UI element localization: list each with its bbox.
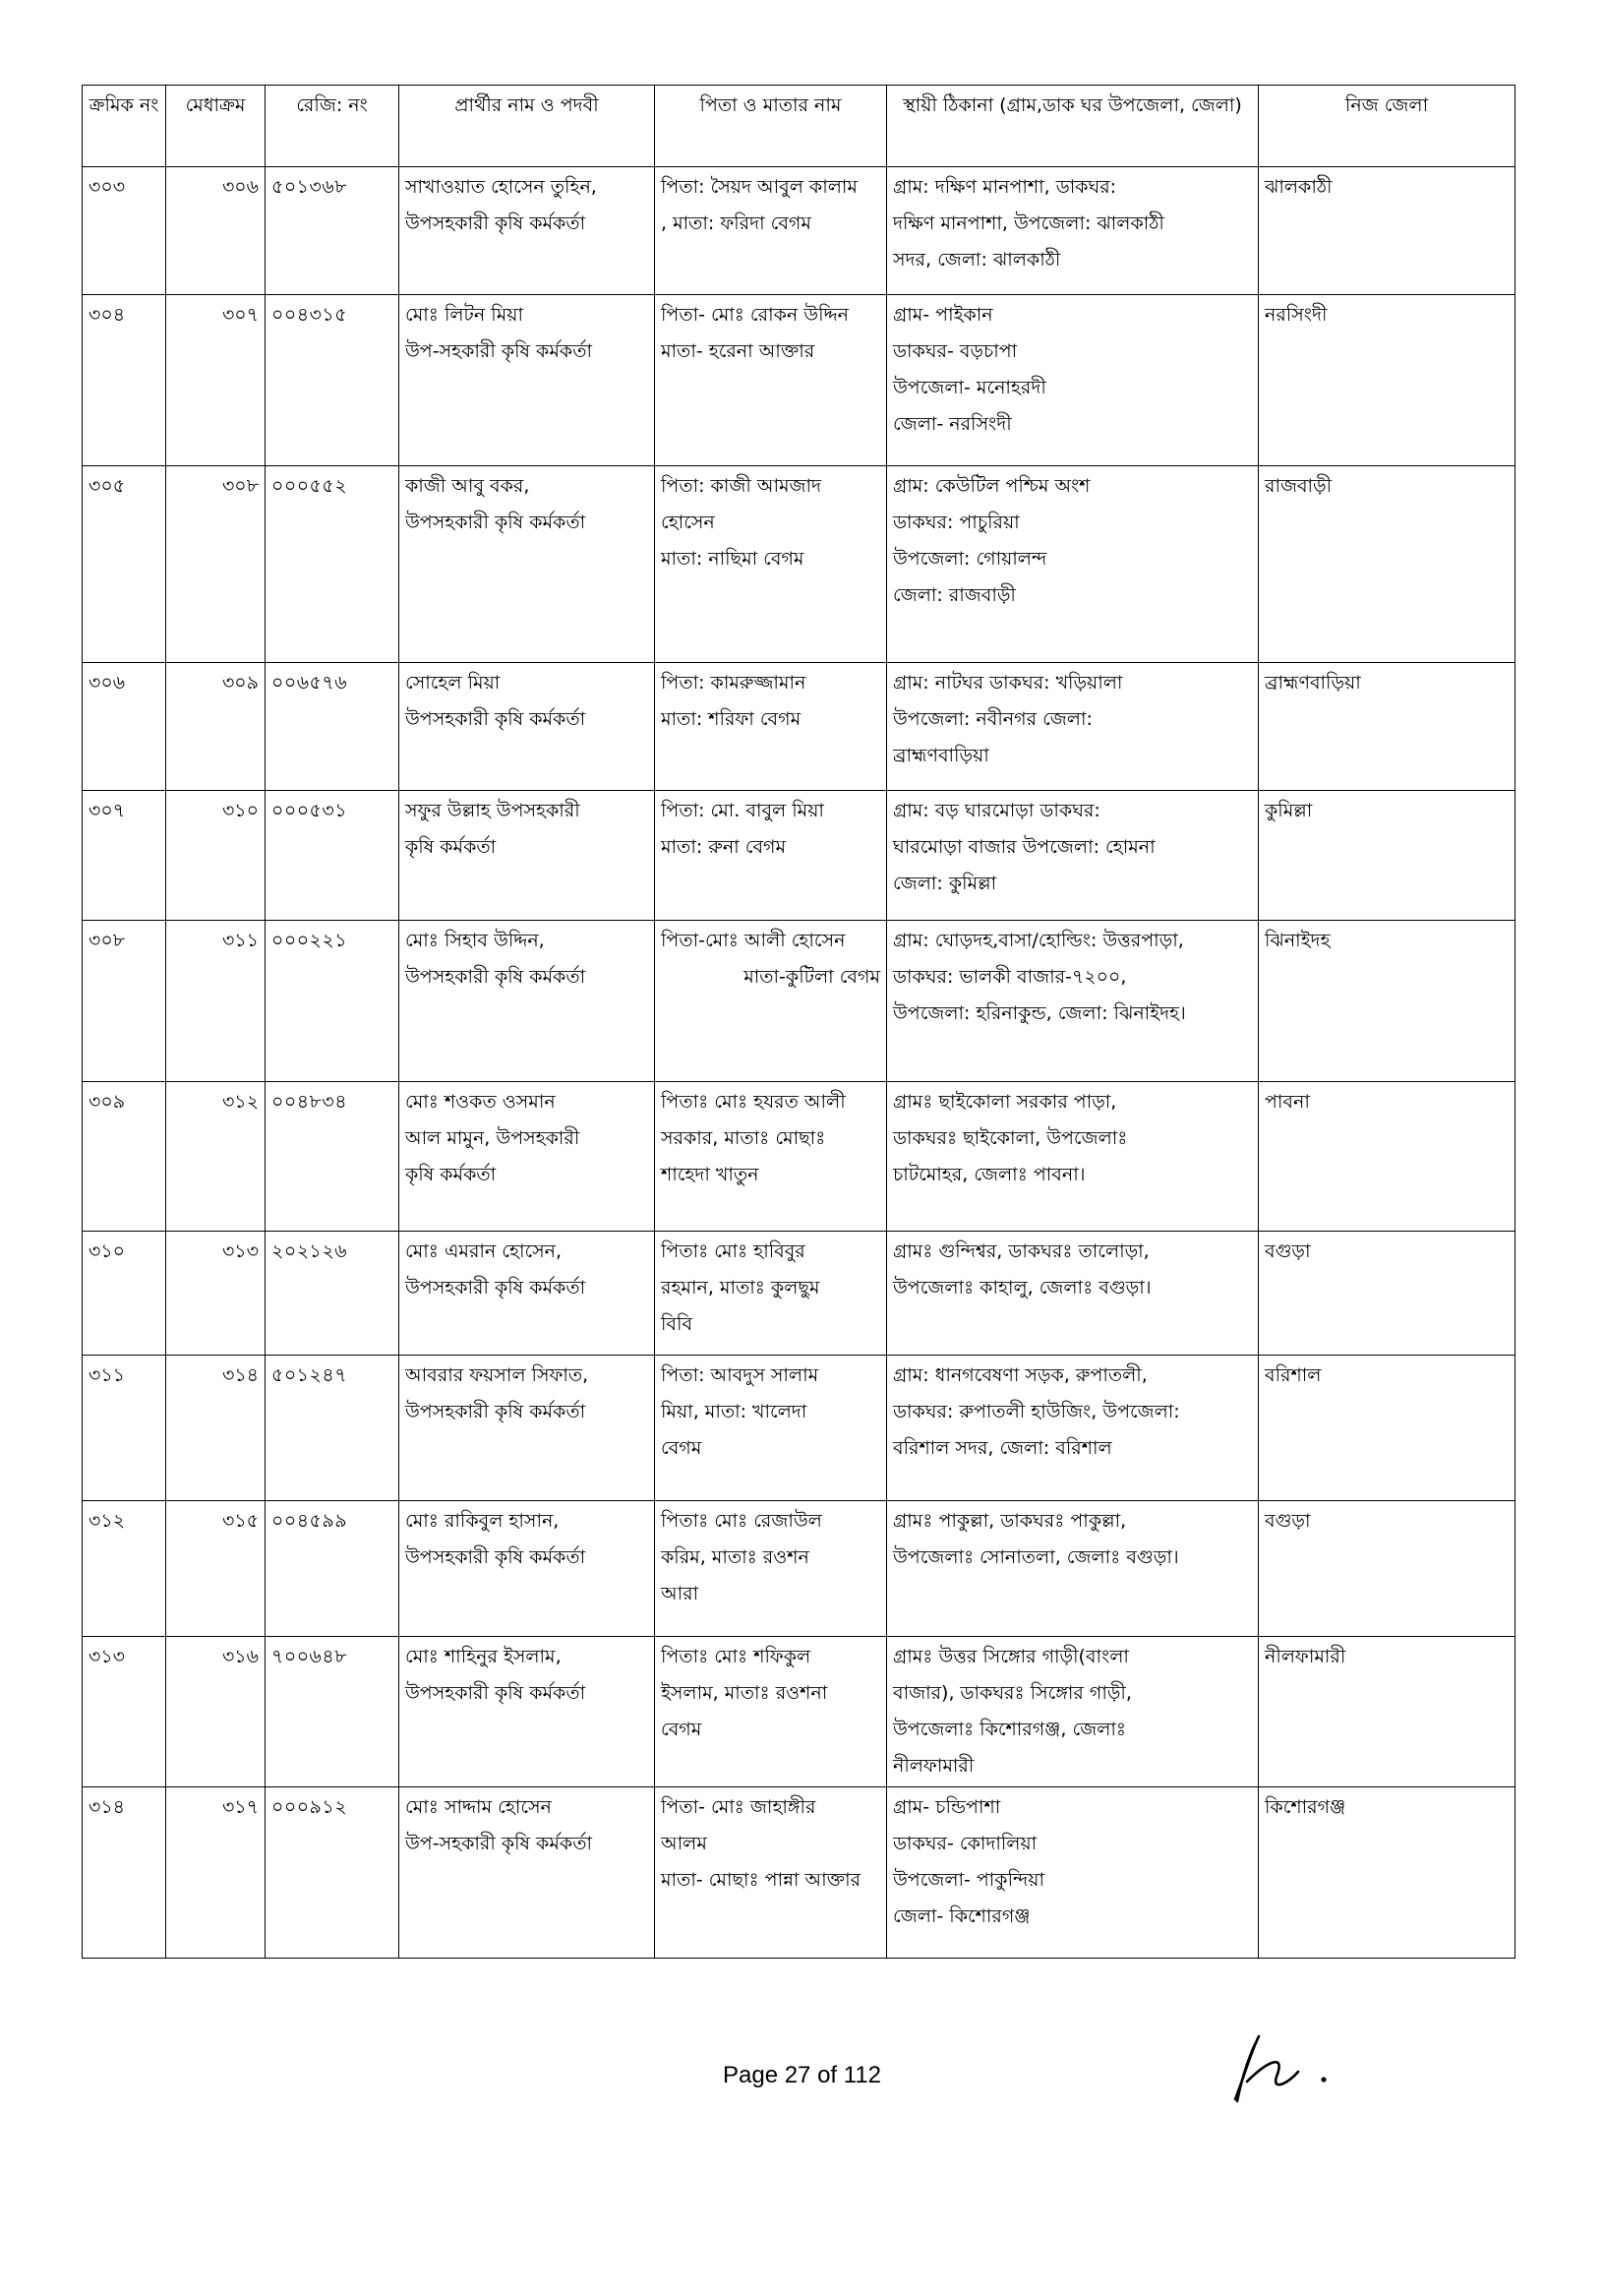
name-cell-line: মোঃ শাহিনুর ইসলাম, bbox=[405, 1646, 562, 1667]
merit-cell: ৩১১ bbox=[166, 921, 266, 1082]
address-cell bbox=[887, 466, 1259, 663]
name-cell-line: মোঃ সিহাব উদ্দিন, bbox=[405, 930, 545, 951]
district-cell: ঝিনাইদহ bbox=[1259, 921, 1515, 1082]
serial-cell: ৩১২ bbox=[83, 1501, 166, 1637]
header-parents: পিতা ও মাতার নাম bbox=[655, 86, 887, 167]
name-cell bbox=[399, 1082, 655, 1232]
name-cell-line: মোঃ শওকত ওসমান bbox=[405, 1091, 556, 1113]
address-cell-line: বাজার), ডাকঘরঃ সিঙ্গোর গাড়ী, bbox=[893, 1682, 1132, 1704]
district-cell: নীলফামারী bbox=[1259, 1637, 1515, 1787]
merit-cell: ৩১৫ bbox=[166, 1501, 266, 1637]
district-cell: কুমিল্লা bbox=[1259, 791, 1515, 921]
table-row bbox=[83, 1787, 1515, 1959]
table-body bbox=[83, 167, 1515, 1959]
registration-cell: ০০০৫৫২ bbox=[266, 466, 399, 663]
name-cell-line: কাজী আবু বকর, bbox=[405, 475, 530, 497]
table-header-row bbox=[83, 86, 1515, 167]
serial-cell: ৩১১ bbox=[83, 1356, 166, 1501]
parents-cell-line: ইসলাম, মাতাঃ রওশনা bbox=[661, 1682, 828, 1704]
serial-cell: ৩১৩ bbox=[83, 1637, 166, 1787]
merit-cell: ৩১২ bbox=[166, 1082, 266, 1232]
merit-cell: ৩০৮ bbox=[166, 466, 266, 663]
table-row bbox=[83, 1082, 1515, 1232]
district-cell: পাবনা bbox=[1259, 1082, 1515, 1232]
address-cell-line: গ্রাম: ধানগবেষণা সড়ক, রুপাতলী, bbox=[893, 1364, 1148, 1386]
parents-cell-line: পিতা: আবদুস সালাম bbox=[661, 1364, 819, 1386]
parents-cell-line: মিয়া, মাতা: খালেদা bbox=[661, 1401, 807, 1422]
district-cell: ঝালকাঠী bbox=[1259, 167, 1515, 295]
parents-cell-line: পিতা: কামরুজ্জামান bbox=[661, 672, 806, 694]
registration-cell: ৭০০৬৪৮ bbox=[266, 1637, 399, 1787]
parents-cell-line: পিতা- মোঃ রোকন উদ্দিন bbox=[661, 304, 849, 326]
district-cell: রাজবাড়ী bbox=[1259, 466, 1515, 663]
serial-cell: ৩০৮ bbox=[83, 921, 166, 1082]
parents-cell bbox=[655, 791, 887, 921]
address-cell-line: জেলা: কুমিল্লা bbox=[893, 873, 997, 894]
parents-cell-line: বিবি bbox=[661, 1313, 693, 1335]
address-cell-line: উপজেলা: গোয়ালন্দ bbox=[893, 548, 1047, 570]
address-cell bbox=[887, 1787, 1259, 1959]
serial-cell: ৩০৪ bbox=[83, 295, 166, 466]
candidate-table bbox=[82, 85, 1515, 1959]
name-cell-line: উপ-সহকারী কৃষি কর্মকর্তা bbox=[405, 340, 592, 362]
parents-cell-line: মাতা- মোছাঃ পান্না আক্তার bbox=[661, 1869, 861, 1891]
parents-cell-line: পিতাঃ মোঃ শফিকুল bbox=[661, 1646, 811, 1667]
name-cell bbox=[399, 1637, 655, 1787]
name-cell-line: আবরার ফয়সাল সিফাত, bbox=[405, 1364, 589, 1386]
name-cell-line: উপসহকারী কৃষি কর্মকর্তা bbox=[405, 1546, 586, 1568]
parents-cell-line: মাতা: নাছিমা বেগম bbox=[661, 548, 804, 570]
table-row bbox=[83, 1637, 1515, 1787]
address-cell-line: ডাকঘরঃ ছাইকোলা, উপজেলাঃ bbox=[893, 1127, 1128, 1149]
table-row bbox=[83, 663, 1515, 791]
address-cell-line: গ্রাম: ঘোড়দহ,বাসা/হোল্ডিং: উত্তরপাড়া, bbox=[893, 930, 1184, 951]
parents-cell bbox=[655, 663, 887, 791]
merit-cell: ৩১৬ bbox=[166, 1637, 266, 1787]
parents-cell bbox=[655, 167, 887, 295]
address-cell bbox=[887, 1501, 1259, 1637]
registration-cell: ০০৬৫৭৬ bbox=[266, 663, 399, 791]
address-cell-line: ডাকঘর- কোদালিয়া bbox=[893, 1833, 1038, 1854]
name-cell-line: মোঃ সাদ্দাম হোসেন bbox=[405, 1796, 552, 1818]
parents-cell-line: বেগম bbox=[661, 1719, 702, 1740]
merit-cell: ৩১৪ bbox=[166, 1356, 266, 1501]
parents-cell-line: আরা bbox=[661, 1583, 699, 1604]
address-cell bbox=[887, 1637, 1259, 1787]
name-cell-line: উপসহকারী কৃষি কর্মকর্তা bbox=[405, 966, 586, 988]
address-cell-line: ডাকঘর: পাচুরিয়া bbox=[893, 512, 1020, 533]
registration-cell: ০০০৯১২ bbox=[266, 1787, 399, 1959]
address-cell-line: চাটমোহর, জেলাঃ পাবনা। bbox=[893, 1164, 1086, 1185]
registration-cell: ০০০২২১ bbox=[266, 921, 399, 1082]
parents-cell-line: পিতা: মো. বাবুল মিয়া bbox=[661, 800, 824, 821]
address-cell-line: গ্রাম: বড় ঘারমোড়া ডাকঘর: bbox=[893, 800, 1100, 821]
parents-cell-line: পিতা-মোঃ আলী হোসেন bbox=[661, 930, 846, 951]
parents-cell-line: পিতা: সৈয়দ আবুল কালাম bbox=[661, 176, 858, 198]
parents-cell-line: পিতাঃ মোঃ রেজাউল bbox=[661, 1510, 822, 1532]
address-cell bbox=[887, 921, 1259, 1082]
serial-cell: ৩০৭ bbox=[83, 791, 166, 921]
serial-cell: ৩০৬ bbox=[83, 663, 166, 791]
registration-cell: ০০৪৮৩৪ bbox=[266, 1082, 399, 1232]
parents-cell-line: রহমান, মাতাঃ কুলছুম bbox=[661, 1277, 820, 1299]
address-cell-line: ঘারমোড়া বাজার উপজেলা: হোমনা bbox=[893, 836, 1156, 858]
name-cell bbox=[399, 295, 655, 466]
parents-cell bbox=[655, 1082, 887, 1232]
serial-cell: ৩০৩ bbox=[83, 167, 166, 295]
address-cell-line: উপজেলাঃ কাহালু, জেলাঃ বগুড়া। bbox=[893, 1277, 1152, 1299]
name-cell-line: উপসহকারী কৃষি কর্মকর্তা bbox=[405, 708, 586, 730]
name-cell-line: আল মামুন, উপসহকারী bbox=[405, 1127, 580, 1149]
parents-cell-line: পিতা: কাজী আমজাদ bbox=[661, 475, 822, 497]
name-cell bbox=[399, 1232, 655, 1356]
merit-cell: ৩১৭ bbox=[166, 1787, 266, 1959]
name-cell bbox=[399, 663, 655, 791]
table-row bbox=[83, 167, 1515, 295]
name-cell-line: উপসহকারী কৃষি কর্মকর্তা bbox=[405, 1277, 586, 1299]
address-cell-line: গ্রাম- চন্ডিপাশা bbox=[893, 1796, 1001, 1818]
table-row bbox=[83, 466, 1515, 663]
merit-cell: ৩০৯ bbox=[166, 663, 266, 791]
address-cell-line: উপজেলা: নবীনগর জেলা: bbox=[893, 708, 1093, 730]
address-cell-line: জেলা- কিশোরগঞ্জ bbox=[893, 1905, 1031, 1927]
parents-cell-line: করিম, মাতাঃ রওশন bbox=[661, 1546, 809, 1568]
address-cell-line: গ্রাম: নাটঘর ডাকঘর: খড়িয়ালা bbox=[893, 672, 1123, 694]
name-cell bbox=[399, 1356, 655, 1501]
merit-cell: ৩০৭ bbox=[166, 295, 266, 466]
address-cell-line: ডাকঘর: রুপাতলী হাউজিং, উপজেলা: bbox=[893, 1401, 1180, 1422]
parents-cell bbox=[655, 921, 887, 1082]
header-merit: মেধাক্রম bbox=[166, 86, 266, 167]
address-cell-line: গ্রাম: কেউটিল পশ্চিম অংশ bbox=[893, 475, 1091, 497]
name-cell-line: উপ-সহকারী কৃষি কর্মকর্তা bbox=[405, 1833, 592, 1854]
registration-cell: ৫০১৩৬৮ bbox=[266, 167, 399, 295]
address-cell-line: ডাকঘর: ভালকী বাজার-৭২০০, bbox=[893, 966, 1127, 988]
name-cell bbox=[399, 466, 655, 663]
name-cell-line: উপসহকারী কৃষি কর্মকর্তা bbox=[405, 212, 586, 234]
name-cell bbox=[399, 791, 655, 921]
address-cell-line: নীলফামারী bbox=[893, 1755, 975, 1777]
name-cell bbox=[399, 1501, 655, 1637]
address-cell-line: জেলা- নরসিংদী bbox=[893, 413, 1012, 435]
parents-cell bbox=[655, 1637, 887, 1787]
district-cell: বগুড়া bbox=[1259, 1232, 1515, 1356]
parents-cell bbox=[655, 1501, 887, 1637]
address-cell-line: ব্রাহ্মণবাড়িয়া bbox=[893, 745, 989, 766]
address-cell-line: গ্রামঃ ছাইকোলা সরকার পাড়া, bbox=[893, 1091, 1117, 1113]
parents-cell bbox=[655, 1356, 887, 1501]
merit-cell: ৩১০ bbox=[166, 791, 266, 921]
address-cell-line: উপজেলা- মনোহরদী bbox=[893, 377, 1046, 398]
name-cell-line: কৃষি কর্মকর্তা bbox=[405, 836, 497, 858]
parents-cell-line: বেগম bbox=[661, 1437, 702, 1459]
table-row bbox=[83, 1501, 1515, 1637]
name-cell-line: উপসহকারী কৃষি কর্মকর্তা bbox=[405, 1401, 586, 1422]
district-cell: বগুড়া bbox=[1259, 1501, 1515, 1637]
name-cell-line: মোঃ রাকিবুল হাসান, bbox=[405, 1510, 560, 1532]
district-cell: নরসিংদী bbox=[1259, 295, 1515, 466]
district-cell: ব্রাহ্মণবাড়িয়া bbox=[1259, 663, 1515, 791]
address-cell-line: উপজেলাঃ সোনাতলা, জেলাঃ বগুড়া। bbox=[893, 1546, 1179, 1568]
address-cell-line: গ্রামঃ গুন্দিশ্বর, ডাকঘরঃ তালোড়া, bbox=[893, 1240, 1150, 1262]
parents-cell-line: সরকার, মাতাঃ মোছাঃ bbox=[661, 1127, 826, 1149]
address-cell-line: বরিশাল সদর, জেলা: বরিশাল bbox=[893, 1437, 1112, 1459]
header-permanent-address: স্থায়ী ঠিকানা (গ্রাম,ডাক ঘর উপজেলা, জেলা) bbox=[887, 86, 1259, 167]
name-cell-line: সাখাওয়াত হোসেন তুহিন, bbox=[405, 176, 597, 198]
registration-cell: ০০০৫৩১ bbox=[266, 791, 399, 921]
parents-cell-line: মাতা- হরেনা আক্তার bbox=[661, 340, 815, 362]
parents-cell bbox=[655, 295, 887, 466]
address-cell bbox=[887, 791, 1259, 921]
name-cell-line: মোঃ এমরান হোসেন, bbox=[405, 1240, 563, 1262]
address-cell bbox=[887, 1356, 1259, 1501]
parents-cell bbox=[655, 1787, 887, 1959]
signature-mark bbox=[1208, 2023, 1365, 2111]
parents-cell-line: মাতা: রুনা বেগম bbox=[661, 836, 787, 858]
serial-cell: ৩০৫ bbox=[83, 466, 166, 663]
parents-cell-line: মাতা: শরিফা বেগম bbox=[661, 708, 802, 730]
parents-cell-line: পিতাঃ মোঃ হাবিবুর bbox=[661, 1240, 805, 1262]
name-cell bbox=[399, 921, 655, 1082]
parents-cell-line: হোসেন bbox=[661, 512, 715, 533]
address-cell bbox=[887, 663, 1259, 791]
address-cell bbox=[887, 1232, 1259, 1356]
address-cell-line: জেলা: রাজবাড়ী bbox=[893, 584, 1016, 606]
header-serial: ক্রমিক নং bbox=[83, 86, 166, 167]
address-cell bbox=[887, 1082, 1259, 1232]
name-cell-line: কৃষি কর্মকর্তা bbox=[405, 1164, 497, 1185]
table-row bbox=[83, 921, 1515, 1082]
address-cell-line: উপজেলাঃ কিশোরগঞ্জ, জেলাঃ bbox=[893, 1719, 1127, 1740]
address-cell-line: উপজেলা: হরিনাকুন্ড, জেলা: ঝিনাইদহ। bbox=[893, 1002, 1186, 1024]
district-cell: বরিশাল bbox=[1259, 1356, 1515, 1501]
parents-cell-line: পিতা- মোঃ জাহাঙ্গীর bbox=[661, 1796, 816, 1818]
registration-cell: ২০২১২৬ bbox=[266, 1232, 399, 1356]
serial-cell: ৩১৪ bbox=[83, 1787, 166, 1959]
address-cell-line: ডাকঘর- বড়চাপা bbox=[893, 340, 1018, 362]
header-registration: রেজি: নং bbox=[266, 86, 399, 167]
parents-cell bbox=[655, 1232, 887, 1356]
table-row bbox=[83, 1356, 1515, 1501]
registration-cell: ৫০১২৪৭ bbox=[266, 1356, 399, 1501]
serial-cell: ৩০৯ bbox=[83, 1082, 166, 1232]
name-cell-line: উপসহকারী কৃষি কর্মকর্তা bbox=[405, 1682, 586, 1704]
registration-cell: ০০৪৫৯৯ bbox=[266, 1501, 399, 1637]
merit-cell: ৩১৩ bbox=[166, 1232, 266, 1356]
name-cell-line: উপসহকারী কৃষি কর্মকর্তা bbox=[405, 512, 586, 533]
name-cell-line: মোঃ লিটন মিয়া bbox=[405, 304, 523, 326]
table-row bbox=[83, 1232, 1515, 1356]
address-cell-line: উপজেলা- পাকুন্দিয়া bbox=[893, 1869, 1044, 1891]
district-cell: কিশোরগঞ্জ bbox=[1259, 1787, 1515, 1959]
parents-cell-line: পিতাঃ মোঃ হযরত আলী bbox=[661, 1091, 846, 1113]
address-cell bbox=[887, 167, 1259, 295]
parents-cell-line: মাতা-কুটিলা বেগম bbox=[743, 966, 880, 988]
merit-cell: ৩০৬ bbox=[166, 167, 266, 295]
registration-cell: ০০৪৩১৫ bbox=[266, 295, 399, 466]
name-cell bbox=[399, 1787, 655, 1959]
page-number: Page 27 of 112 bbox=[722, 2062, 882, 2088]
name-cell-line: সফুর উল্লাহ উপসহকারী bbox=[405, 800, 580, 821]
address-cell-line: সদর, জেলা: ঝালকাঠী bbox=[893, 249, 1061, 271]
parents-cell bbox=[655, 466, 887, 663]
address-cell-line: দক্ষিণ মানপাশা, উপজেলা: ঝালকাঠী bbox=[893, 212, 1164, 234]
parents-cell-line: , মাতা: ফরিদা বেগম bbox=[661, 212, 811, 234]
serial-cell: ৩১০ bbox=[83, 1232, 166, 1356]
address-cell-line: গ্রামঃ উত্তর সিঙ্গোর গাড়ী(বাংলা bbox=[893, 1646, 1129, 1667]
address-cell-line: গ্রামঃ পাকুল্লা, ডাকঘরঃ পাকুল্লা, bbox=[893, 1510, 1127, 1532]
name-cell bbox=[399, 167, 655, 295]
table-row bbox=[83, 791, 1515, 921]
address-cell-line: গ্রাম: দক্ষিণ মানপাশা, ডাকঘর: bbox=[893, 176, 1117, 198]
header-name-designation: প্রার্থীর নাম ও পদবী bbox=[399, 86, 655, 167]
header-home-district: নিজ জেলা bbox=[1259, 86, 1515, 167]
parents-cell-line: শাহেদা খাতুন bbox=[661, 1164, 759, 1185]
name-cell-line: সোহেল মিয়া bbox=[405, 672, 501, 694]
parents-cell-line: আলম bbox=[661, 1833, 707, 1854]
table-row bbox=[83, 295, 1515, 466]
address-cell bbox=[887, 295, 1259, 466]
address-cell-line: গ্রাম- পাইকান bbox=[893, 304, 993, 326]
